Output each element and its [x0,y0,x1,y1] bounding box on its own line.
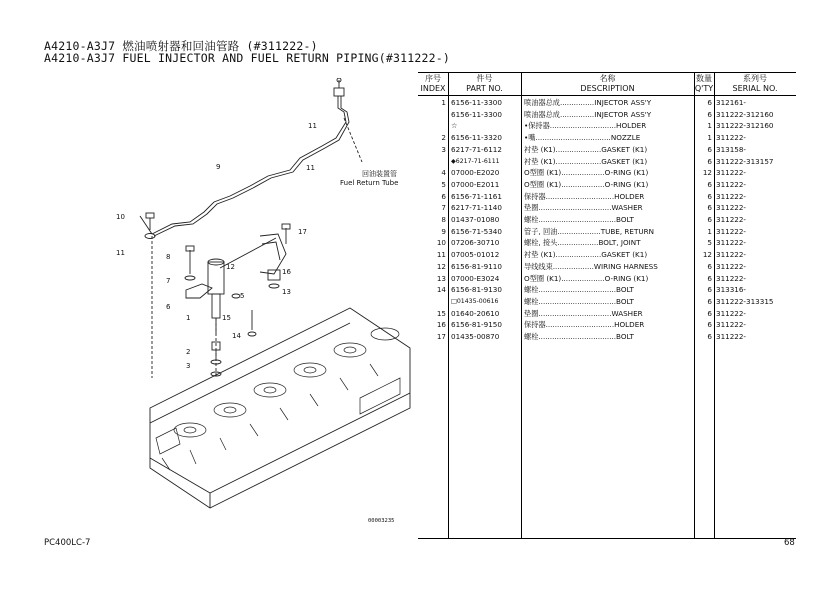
row-serial-number: 311222- [716,320,747,330]
row-index: 10 [436,238,446,248]
row-serial-number: 311222- [716,179,747,189]
row-part-number: 01435-00870 [451,332,500,341]
illustration-number: 00003235 [368,518,395,524]
row-description: 垫圈................................WASHER [524,308,643,318]
row-index: 15 [436,308,446,318]
row-index: 16 [436,320,446,330]
table-row [418,273,796,285]
row-serial-number: 311222-312160 [716,121,774,131]
callout-12: 12 [226,263,235,271]
row-part-number: 6156-81-9110 [451,261,502,271]
table-header [418,73,796,96]
row-quantity: 6 [707,320,712,330]
row-description: 衬垫 (K1)....................GASKET (K1) [524,156,648,166]
row-serial-number: 311222- [716,226,747,236]
row-description: •嘴.................................NOZZLE [524,133,641,143]
row-index: 7 [441,203,446,213]
row-part-number: 6156-71-1161 [451,191,502,201]
row-quantity: 1 [707,133,712,143]
row-description: 喷油器总成...............INJECTOR ASS'Y [524,109,652,119]
row-description: 保持器..............................HOLDER [524,320,645,330]
return-tube-label-en: Fuel Return Tube [340,179,399,187]
row-index: 5 [441,179,446,189]
callout-6: 6 [166,303,171,311]
row-part-number: 6156-11-3300 [451,109,502,119]
row-part-number: 07206-30710 [451,238,500,248]
row-quantity: 6 [707,332,712,341]
table-row [418,156,796,168]
table-row [418,144,796,156]
row-serial-number: 311222- [716,238,747,248]
table-row [418,308,796,320]
row-description: 螺栓..................................BOLT [524,285,634,295]
row-quantity: 1 [707,226,712,236]
row-serial-number: 311222- [716,203,747,213]
callout-17: 17 [298,228,307,236]
row-description: 垫圈................................WASHER [524,203,643,213]
callout-1: 1 [186,314,191,322]
callout-8: 8 [166,253,171,261]
table-row [418,179,796,191]
row-serial-number: 311222-313157 [716,156,774,166]
row-quantity: 1 [707,121,712,131]
row-serial-number: 311222-312160 [716,109,774,119]
row-part-number: 6156-11-3320 [451,133,502,143]
model-name: PC400LC-7 [44,538,91,548]
row-quantity: 6 [707,273,712,283]
table-row [418,97,796,109]
row-index: 11 [436,250,446,260]
table-row [418,237,796,249]
fuel-return-tube [152,96,346,234]
row-quantity: 6 [707,215,712,224]
row-serial-number: 311222- [716,168,747,178]
row-part-number: 07000-E2020 [451,168,500,178]
row-index: 17 [436,332,446,341]
row-description: O型圈 (K1)...................O-RING (K1) [524,273,649,283]
callout-9: 9 [216,163,221,171]
row-serial-number: 311222- [716,261,747,271]
row-index: 2 [441,133,446,143]
row-quantity: 12 [702,168,712,178]
table-row [418,167,796,179]
row-description: O型圈 (K1)...................O-RING (K1) [524,179,649,189]
row-quantity: 6 [707,203,712,213]
row-serial-number: 311222- [716,191,747,201]
row-serial-number: 313316- [716,285,747,295]
qty-header: 数量 Q'TY [694,74,714,93]
row-serial-number: 311222- [716,215,747,224]
row-quantity: 6 [707,179,712,189]
table-row [418,331,796,343]
row-description: 衬垫 (K1)....................GASKET (K1) [524,144,648,154]
callout-15: 15 [222,314,231,322]
row-index: 8 [441,215,446,224]
page-number: 68 [784,538,795,548]
callout-10: 10 [116,213,125,221]
row-part-number: ☆ [451,121,458,131]
row-description: 螺栓, 接头..................BOLT, JOINT [524,238,641,248]
row-index: 4 [441,168,446,178]
callout-14: 14 [232,332,241,340]
page-title-english: A4210-A3J7 FUEL INJECTOR AND FUEL RETURN PIPING(#311222-) [44,51,451,65]
row-description: 螺栓..................................BOLT [524,332,634,341]
row-serial-number: 312161- [716,98,747,107]
row-quantity: 6 [707,191,712,201]
row-quantity: 6 [707,109,712,119]
row-index: 12 [436,261,446,271]
row-quantity: 6 [707,156,712,166]
row-part-number: 01640-20610 [451,308,500,318]
row-quantity: 6 [707,296,712,306]
callout-2: 2 [186,348,191,356]
row-serial-number: 311222- [716,332,747,341]
description-header: 名称 DESCRIPTION [580,74,635,93]
callout-11-right: 11 [306,164,315,172]
callout-5: 5 [240,292,245,300]
row-serial-number: 311222- [716,273,747,283]
row-description: 螺栓..................................BOLT [524,215,634,224]
row-description: •保持器.............................HOLDER [524,121,647,131]
callout-3: 3 [186,362,191,370]
row-part-number: 07000-E3024 [451,273,500,283]
row-quantity: 5 [707,238,712,248]
row-quantity: 6 [707,98,712,107]
part-no-header: 件号 PART NO. [466,74,503,93]
row-part-number: ◆6217-71-6111 [451,157,500,165]
table-row [418,132,796,144]
callout-13: 13 [282,288,291,296]
row-serial-number: 311222- [716,308,747,318]
row-serial-number: 313158- [716,144,747,154]
callout-11-left: 11 [116,249,125,257]
table-row [418,226,796,238]
row-part-number: □01435-00616 [451,297,499,305]
row-index: 6 [441,191,446,201]
table-row [418,120,796,132]
table-row [418,191,796,203]
table-row [418,284,796,296]
row-serial-number: 311222- [716,250,747,260]
row-part-number: 01437-01080 [451,215,500,224]
callout-16: 16 [282,268,291,276]
row-quantity: 6 [707,261,712,271]
row-quantity: 6 [707,144,712,154]
row-description: 螺栓..................................BOLT [524,296,634,306]
row-description: 衬垫 (K1)....................GASKET (K1) [524,250,648,260]
parts-table [418,72,796,539]
serial-no-header: 系列号 SERIAL NO. [732,74,778,93]
table-row [418,249,796,261]
row-part-number: 07005-01012 [451,250,500,260]
table-row [418,319,796,331]
table-row [418,296,796,308]
row-description: 保持器..............................HOLDER [524,191,645,201]
exploded-parts-diagram [100,78,420,538]
row-part-number: 6156-81-9150 [451,320,502,330]
row-quantity: 6 [707,308,712,318]
row-part-number: 6156-11-3300 [451,98,502,107]
page-title-chinese: A4210-A3J7 燃油喷射器和回油管路 (#311222-) [44,39,318,53]
row-index: 3 [441,144,446,154]
row-serial-number: 311222- [716,133,747,143]
row-description: 导线线束..................WIRING HARNESS [524,261,658,271]
row-description: 管子, 回油...................TUBE, RETURN [524,226,654,236]
row-quantity: 6 [707,285,712,295]
return-tube-label-cn: 回油装置管 [362,170,397,178]
row-description: O型圈 (K1)...................O-RING (K1) [524,168,649,178]
table-row [418,261,796,273]
row-description: 喷油器总成...............INJECTOR ASS'Y [524,98,652,107]
row-index: 1 [441,98,446,107]
row-part-number: 6156-71-5340 [451,226,502,236]
row-serial-number: 311222-313315 [716,296,774,306]
table-row [418,214,796,226]
table-row [418,109,796,121]
row-index: 13 [436,273,446,283]
callout-11-top: 11 [308,122,317,130]
row-part-number: 6156-81-9130 [451,285,502,295]
row-part-number: 6217-71-1140 [451,203,502,213]
callout-7: 7 [166,277,171,285]
row-index: 14 [436,285,446,295]
row-part-number: 6217-71-6112 [451,144,502,154]
row-index: 9 [441,226,446,236]
index-header: 序号 INDEX [420,74,446,93]
table-row [418,202,796,214]
row-quantity: 12 [702,250,712,260]
row-part-number: 07000-E2011 [451,179,500,189]
